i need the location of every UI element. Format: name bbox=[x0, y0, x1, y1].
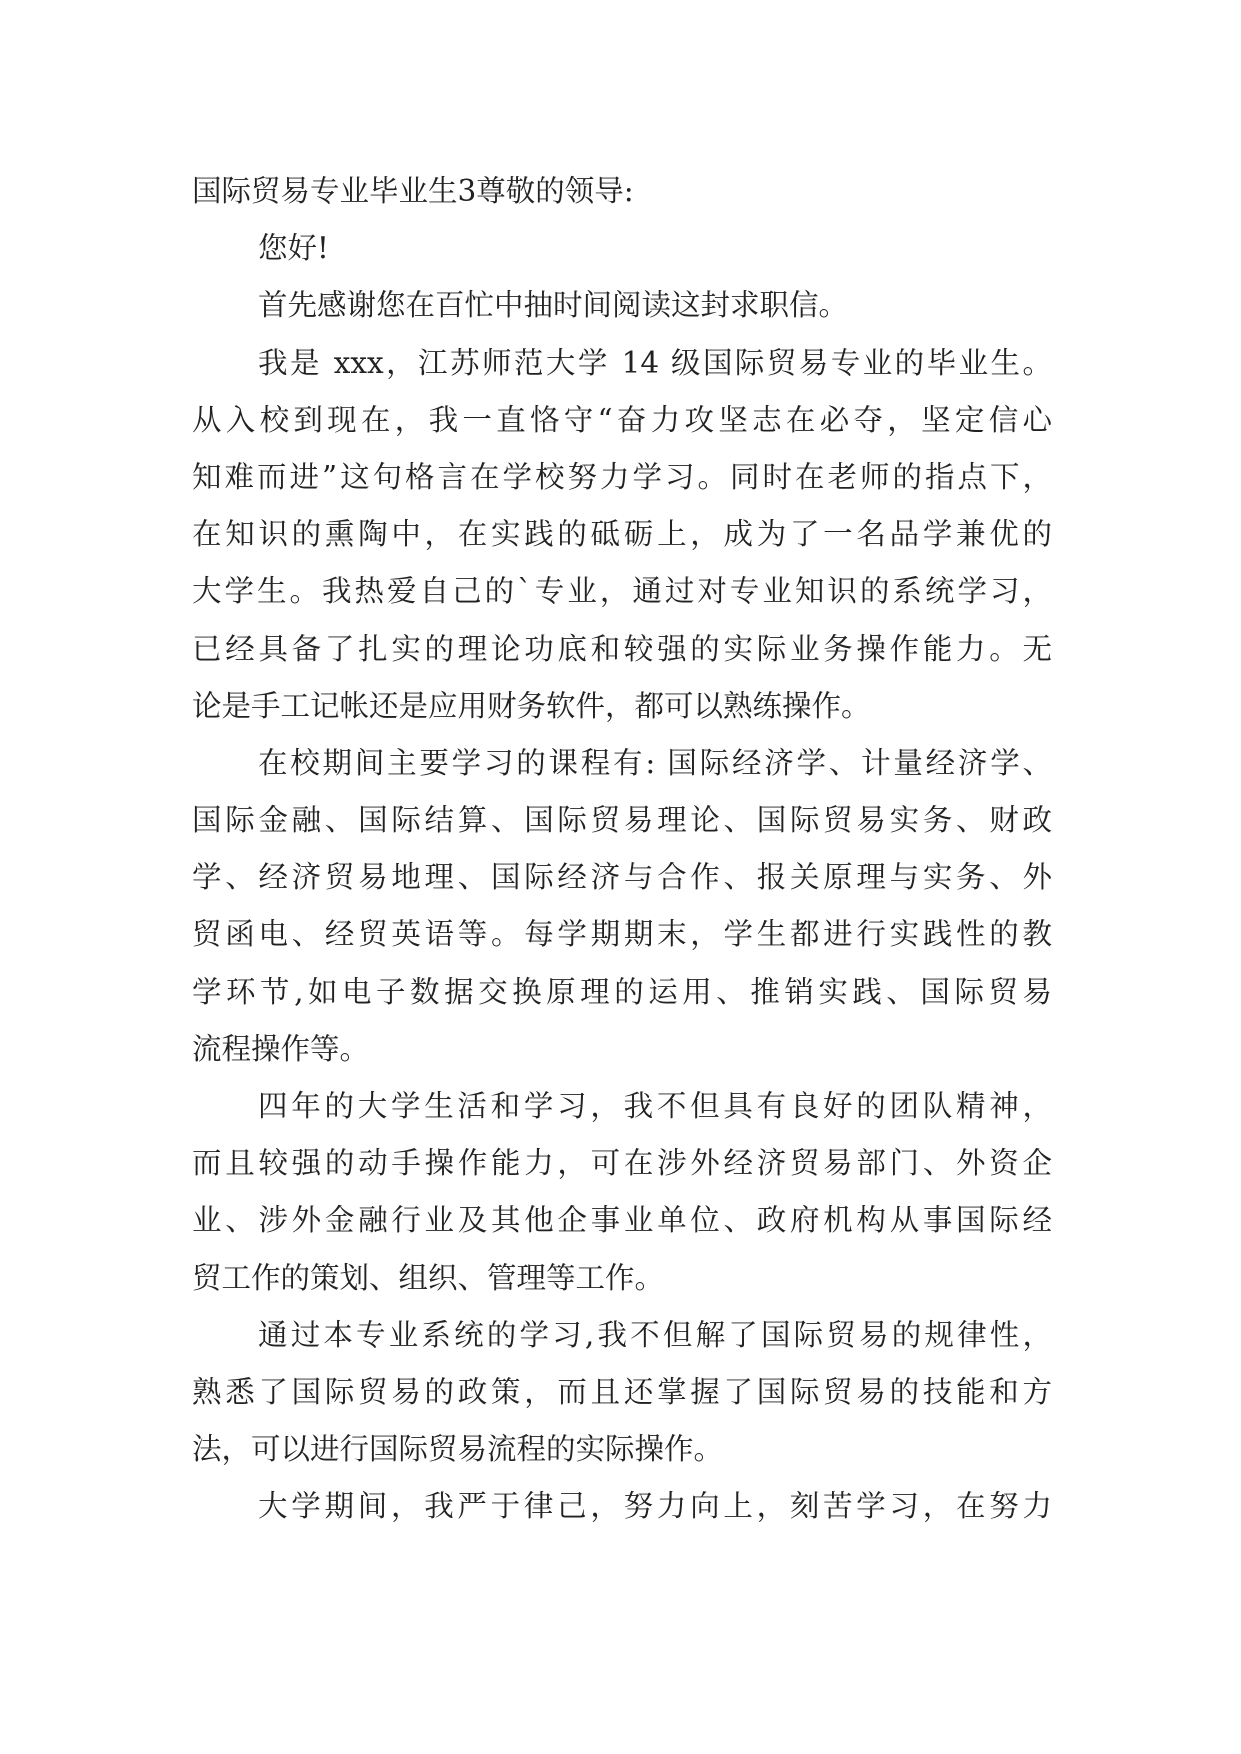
paragraph-line: 法，可以进行国际贸易流程的实际操作。 bbox=[192, 1432, 724, 1467]
paragraph-line: 我是 xxx，江苏师范大学 14 级国际贸易专业的毕业生。 bbox=[258, 345, 1052, 380]
paragraph-line: 贸工作的策划、组织、管理等工作。 bbox=[192, 1260, 665, 1295]
paragraph-line: 大学生。我热爱自己的`专业，通过对专业知识的系统学习， bbox=[192, 574, 1052, 609]
greeting-line: 您好! bbox=[258, 231, 329, 266]
letter-body bbox=[192, 163, 1052, 1536]
paragraph-line: 贸函电、经贸英语等。每学期期末，学生都进行实践性的教 bbox=[192, 917, 1052, 952]
paragraph-line: 四年的大学生活和学习，我不但具有良好的团队精神， bbox=[258, 1089, 1052, 1123]
paragraph-line: 首先感谢您在百忙中抽时间阅读这封求职信。 bbox=[258, 288, 849, 323]
paragraph-line: 业、涉外金融行业及其他企事业单位、政府机构从事国际经 bbox=[192, 1203, 1052, 1238]
paragraph-line: 在知识的熏陶中，在实践的砥砺上，成为了一名品学兼优的 bbox=[192, 517, 1052, 552]
paragraph-line: 从入校到现在，我一直恪守“奋力攻坚志在必夺，坚定信心 bbox=[192, 402, 1052, 437]
paragraph-line: 流程操作等。 bbox=[192, 1031, 370, 1066]
paragraph-line: 通过本专业系统的学习,我不但解了国际贸易的规律性， bbox=[258, 1317, 1052, 1352]
paragraph-line: 熟悉了国际贸易的政策，而且还掌握了国际贸易的技能和方 bbox=[192, 1374, 1052, 1409]
paragraph-line: 知难而进”这句格言在学校努力学习。同时在老师的指点下， bbox=[192, 459, 1052, 494]
paragraph-line: 学、经济贸易地理、国际经济与合作、报关原理与实务、外 bbox=[192, 860, 1052, 895]
paragraph-line: 论是手工记帐还是应用财务软件，都可以熟练操作。 bbox=[192, 688, 871, 723]
paragraph-line: 国际金融、国际结算、国际贸易理论、国际贸易实务、财政 bbox=[192, 803, 1052, 838]
letter-heading: 国际贸易专业毕业生3尊敬的领导: bbox=[192, 174, 634, 208]
paragraph-line: 在校期间主要学习的课程有: 国际经济学、计量经济学、 bbox=[258, 745, 1052, 780]
paragraph-line: 学环节,如电子数据交换原理的运用、推销实践、国际贸易 bbox=[192, 974, 1052, 1009]
paragraph-line: 而且较强的动手操作能力，可在涉外经济贸易部门、外资企 bbox=[192, 1146, 1052, 1181]
paragraph-line: 大学期间，我严于律己，努力向上，刻苦学习，在努力 bbox=[258, 1489, 1052, 1524]
paragraph-line: 已经具备了扎实的理论功底和较强的实际业务操作能力。无 bbox=[192, 631, 1052, 666]
